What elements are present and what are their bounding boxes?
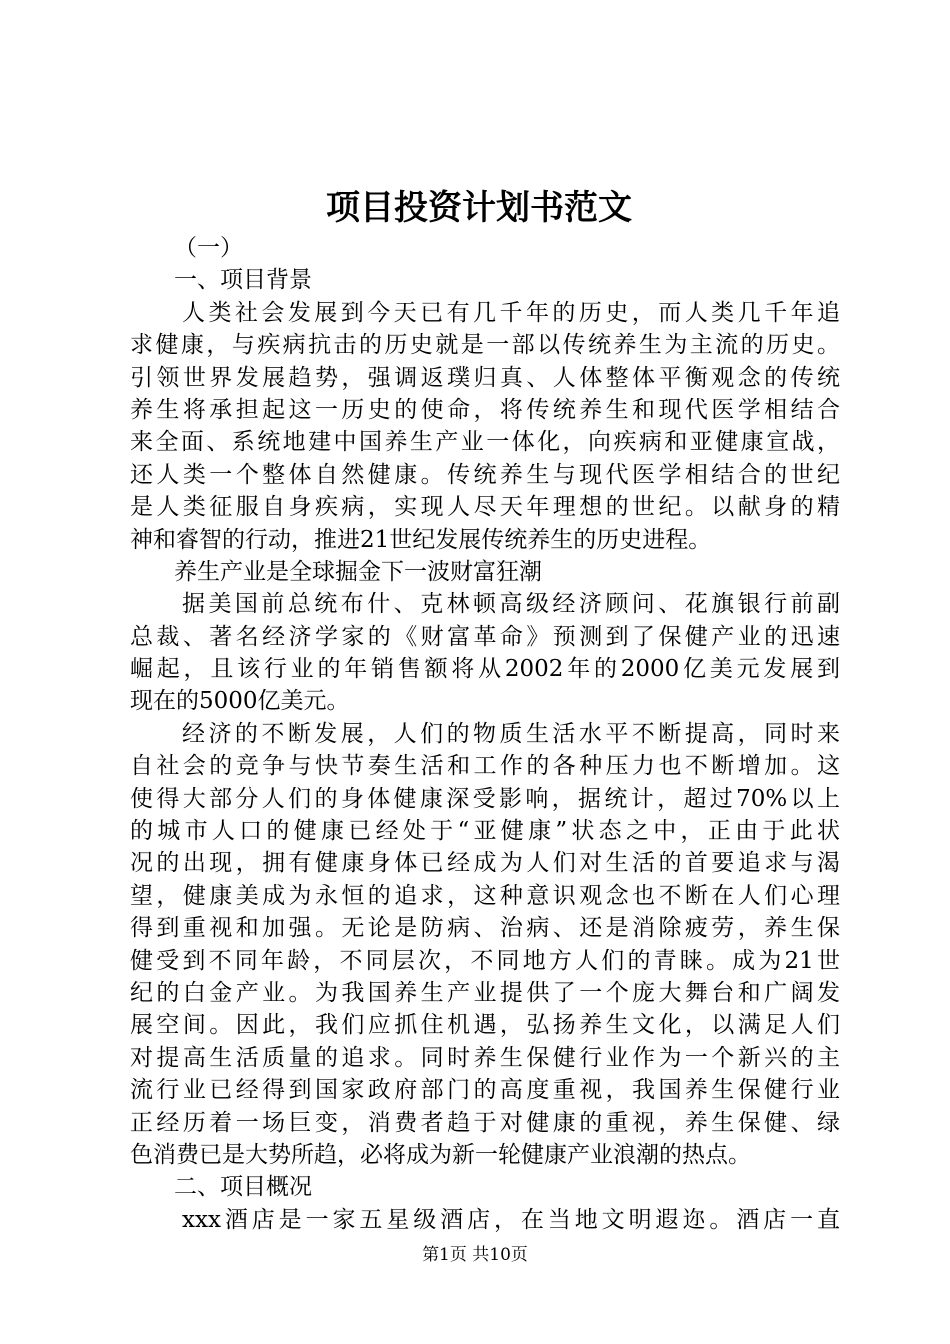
paragraph-line: 引领世界发展趋势，强调返璞归真、人体整体平衡观念的传统 — [130, 364, 840, 391]
paragraph-line: 望，健康美成为永恒的追求，这种意识观念也不断在人们心理 — [130, 882, 840, 909]
paragraph-line: 据美国前总统布什、克林顿高级经济顾问、花旗银行前副 — [182, 591, 840, 618]
paragraph-line: 现在的5000亿美元。 — [130, 688, 350, 715]
document-title: 项目投资计划书范文 — [326, 188, 632, 228]
paragraph-line: 崛起，且该行业的年销售额将从2002年的2000亿美元发展到 — [130, 656, 840, 683]
paragraph-line: 使得大部分人们的身体健康深受影响，据统计，超过70%以上 — [130, 785, 840, 812]
paragraph-line: 的城市人口的健康已经处于“亚健康”状态之中，正由于此状 — [130, 818, 840, 845]
subheading-industry: 养生产业是全球掘金下一波财富狂潮 — [174, 558, 542, 585]
heading-project-overview: 二、项目概况 — [174, 1174, 312, 1201]
paragraph-2 — [130, 588, 840, 718]
paragraph-line: 自社会的竞争与快节奏生活和工作的各种压力也不断增加。这 — [130, 753, 840, 780]
paragraph-line: 还人类一个整体自然健康。传统养生与现代医学相结合的世纪 — [130, 461, 840, 488]
paragraph-line: 况的出现，拥有健康身体已经成为人们对生活的首要追求与渴 — [130, 850, 840, 877]
document-body — [130, 186, 840, 1236]
paragraph-3 — [130, 718, 840, 1171]
paragraph-line: 纪的白金产业。为我国养生产业提供了一个庞大舞台和广阔发 — [130, 979, 840, 1006]
paragraph-line: 人类社会发展到今天已有几千年的历史，而人类几千年追 — [182, 299, 840, 326]
paragraph-line: 神和睿智的行动，推进21世纪发展传统养生的历史进程。 — [130, 526, 712, 553]
paragraph-1 — [130, 297, 840, 556]
heading-project-background: 一、项目背景 — [174, 267, 312, 294]
paragraph-line: 求健康，与疾病抗击的历史就是一部以传统养生为主流的历史。 — [130, 332, 840, 359]
section-marker: （一） — [174, 235, 243, 261]
paragraph-line: 色消费已是大势所趋，必将成为新一轮健康产业浪潮的热点。 — [130, 1141, 751, 1168]
paragraph-line: 对提高生活质量的追求。同时养生保健行业作为一个新兴的主 — [130, 1044, 840, 1071]
paragraph-line: xxx酒店是一家五星级酒店，在当地文明遐迩。酒店一直 — [182, 1206, 840, 1233]
page-number-footer: 第1页 共10页 — [422, 1245, 528, 1265]
paragraph-line: 经济的不断发展，人们的物质生活水平不断提高，同时来 — [182, 720, 840, 747]
paragraph-4 — [130, 1204, 840, 1236]
paragraph-line: 来全面、系统地建中国养生产业一体化，向疾病和亚健康宣战， — [130, 429, 840, 456]
paragraph-line: 展空间。因此，我们应抓住机遇，弘扬养生文化，以满足人们 — [130, 1012, 840, 1039]
paragraph-line: 健受到不同年龄，不同层次，不同地方人们的青睐。成为21世 — [130, 947, 840, 974]
paragraph-line: 总裁、著名经济学家的《财富革命》预测到了保健产业的迅速 — [130, 623, 840, 650]
paragraph-line: 流行业已经得到国家政府部门的高度重视，我国养生保健行业 — [130, 1077, 840, 1104]
paragraph-line: 是人类征服自身疾病，实现人尽天年理想的世纪。以献身的精 — [130, 494, 840, 521]
paragraph-line: 养生将承担起这一历史的使命，将传统养生和现代医学相结合 — [130, 396, 840, 423]
paragraph-line: 得到重视和加强。无论是防病、治病、还是消除疲劳，养生保 — [130, 915, 840, 942]
paragraph-line: 正经历着一场巨变，消费者趋于对健康的重视，养生保健、绿 — [130, 1109, 840, 1136]
